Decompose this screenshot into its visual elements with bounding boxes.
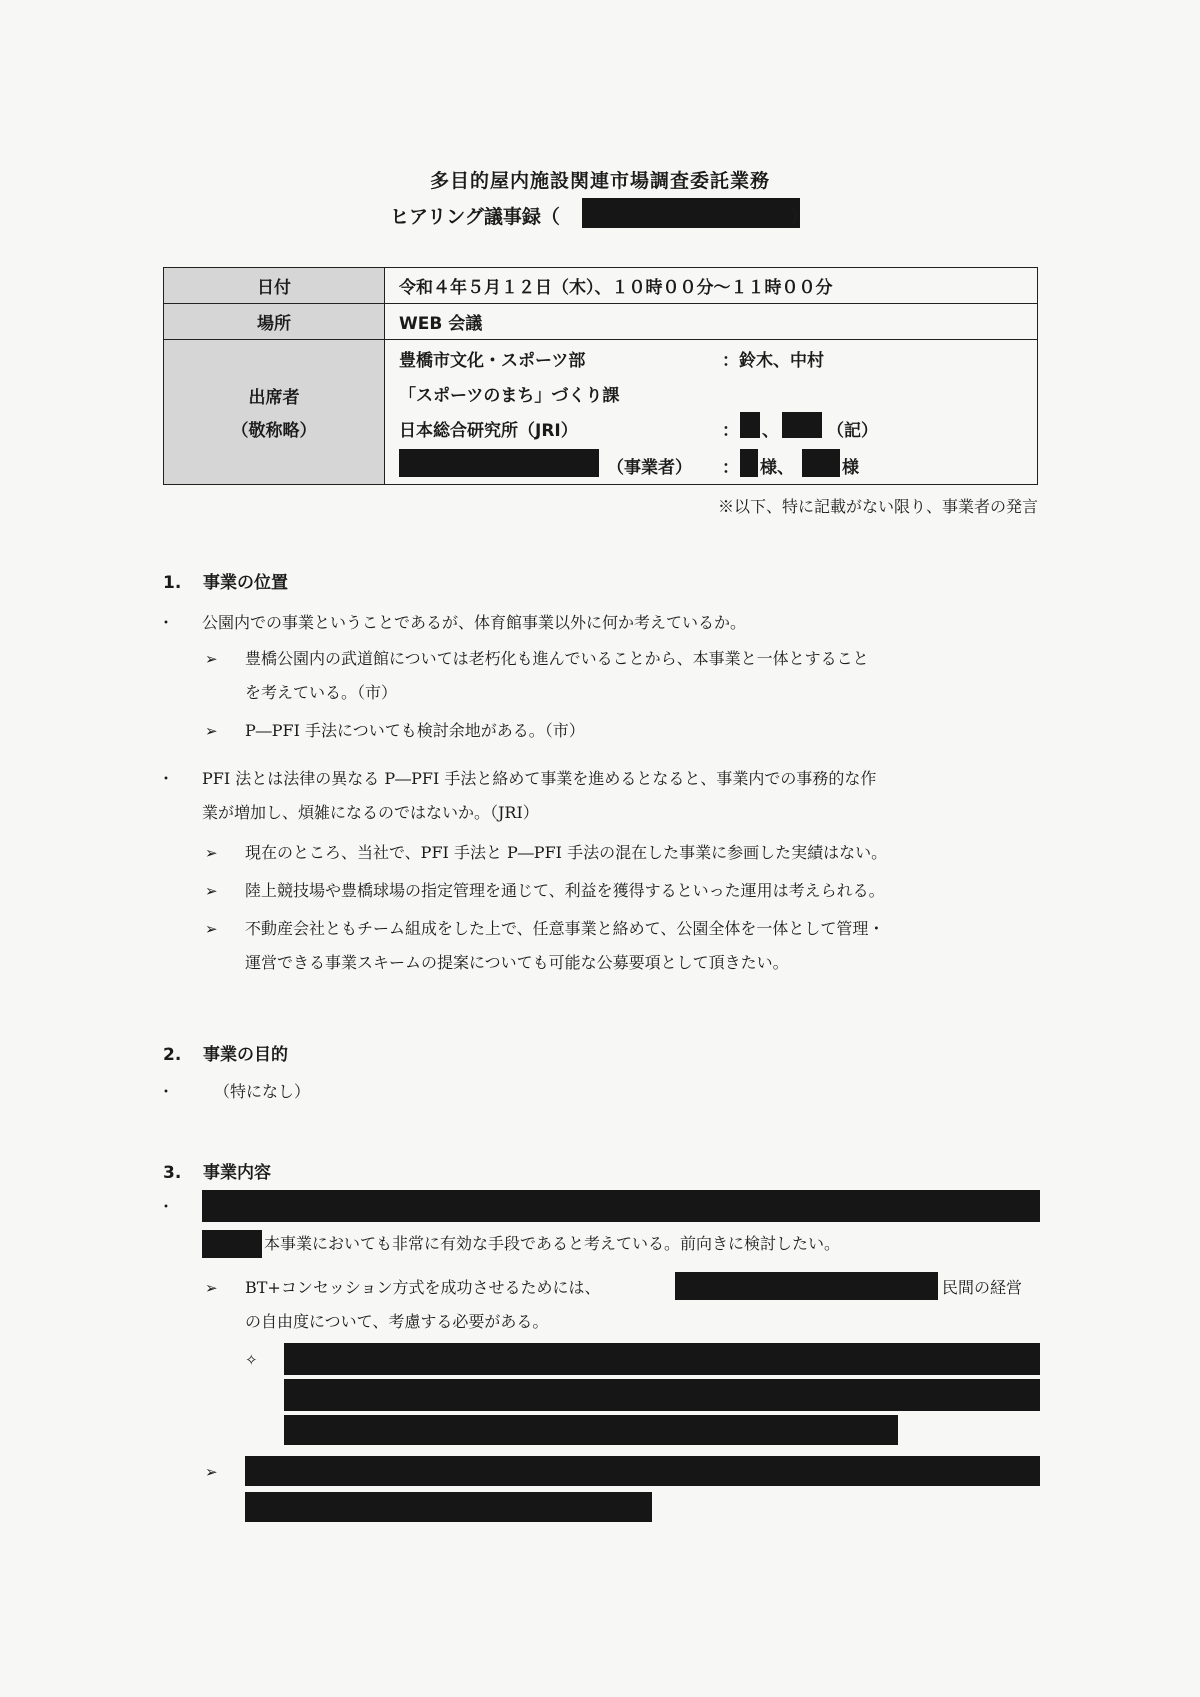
arrow-bullet-icon: ➢ <box>205 722 218 740</box>
section-2-heading <box>163 1040 288 1065</box>
redacted-line <box>202 1190 1040 1222</box>
redacted-jri-name-1 <box>740 412 760 438</box>
s1-answer-3: 現在のところ、当社で、PFI 手法と P―PFI 手法の混在した事業に参画した実績はない。 <box>245 843 888 862</box>
s1-answer-5-line1: 不動産会社ともチーム組成をした上で、任意事業と絡めて、公園全体を一体として管理・ <box>245 919 885 938</box>
arrow-bullet-icon: ➢ <box>205 1463 218 1481</box>
s2-bullet-1: （特になし） <box>214 1082 311 1101</box>
attendee-org-city-section: 「スポーツのまち」づくり課 <box>399 386 620 406</box>
place-row <box>164 304 1038 340</box>
date-label: 日付 <box>164 268 385 304</box>
arrow-bullet-icon: ➢ <box>205 920 218 938</box>
meeting-info-table <box>163 267 1038 485</box>
s3-answer-1-line2: の自由度について、考慮する必要がある。 <box>245 1312 549 1331</box>
s1-answer-5-line2: 運営できる事業スキームの提案についても可能な公募要項として頂きたい。 <box>245 953 789 972</box>
s3-answer-1-suffix: 民間の経営 <box>942 1278 1023 1297</box>
date-value: 令和４年５月１２日（木）、１０時００分～１１時００分 <box>385 268 1038 304</box>
arrow-bullet-icon: ➢ <box>205 882 218 900</box>
attendee-names-jri-colon: ： <box>722 421 739 441</box>
date-row <box>164 268 1038 304</box>
s1-answer-2: P―PFI 手法についても検討余地がある。（市） <box>245 721 585 740</box>
redacted-operator-name-1 <box>740 449 758 477</box>
s1-bullet-2-line2: 業が増加し、煩雑になるのではないか。（JRI） <box>202 803 539 822</box>
s3-bullet-1-line2: 本事業においても非常に有効な手段であると考えている。前向きに検討したい。 <box>264 1234 841 1253</box>
bullet-mark: ・ <box>158 1197 175 1216</box>
minutes-title-close: ） <box>790 206 810 228</box>
redacted-line <box>245 1492 652 1522</box>
attendee-names-operator-sep: 様、 <box>760 458 794 478</box>
redacted-line <box>284 1415 898 1445</box>
attendee-org-jri: 日本総合研究所（JRI） <box>399 421 578 441</box>
s3-answer-1-prefix: BT+コンセッション方式を成功させるためには、 <box>245 1278 601 1297</box>
redacted-jri-name-2 <box>782 412 822 438</box>
bullet-mark: ・ <box>158 613 175 632</box>
arrow-bullet-icon: ➢ <box>205 844 218 862</box>
attendee-org-operator-suffix: （事業者） <box>607 458 692 478</box>
speaker-note: ※以下、特に記載がない限り、事業者の発言 <box>717 497 1038 516</box>
attendee-org-city: 豊橋市文化・スポーツ部 <box>399 351 586 371</box>
section-1-number: 1. <box>163 573 182 593</box>
attendees-label-line1: 出席者 <box>248 388 300 408</box>
s1-bullet-1: 公園内での事業ということであるが、体育館事業以外に何か考えているか。 <box>202 613 747 632</box>
attendee-names-city: ：鈴木、中村 <box>722 351 824 371</box>
s1-bullet-2-line1: PFI 法とは法律の異なる P―PFI 手法と絡めて事業を進めるとなると、事業内での事務的な作 <box>202 769 877 788</box>
redacted-line <box>284 1379 1040 1411</box>
s1-answer-4: 陸上競技場や豊橋球場の指定管理を通じて、利益を獲得するといった運用は考えられる。 <box>245 881 885 900</box>
attendees-label-line2: （敬称略） <box>231 421 317 441</box>
place-label: 場所 <box>164 304 385 340</box>
section-3-heading <box>163 1158 271 1183</box>
arrow-bullet-icon: ➢ <box>205 1279 218 1297</box>
section-3-number: 3. <box>163 1163 182 1183</box>
attendees-row <box>164 340 1038 485</box>
arrow-bullet-icon: ➢ <box>205 650 218 668</box>
attendees-value <box>385 340 1038 485</box>
attendee-names-jri-recorder: （記） <box>827 421 878 441</box>
attendee-names-jri-sep: 、 <box>762 421 779 441</box>
section-2-number: 2. <box>163 1045 182 1065</box>
section-1-heading <box>163 568 288 593</box>
redacted-line <box>284 1343 1040 1375</box>
redacted-operator-name-2 <box>802 449 840 477</box>
redacted-fragment <box>202 1230 262 1258</box>
s1-answer-1-line1: 豊橋公園内の武道館については老朽化も進んでいることから、本事業と一体とすること <box>245 649 869 668</box>
s1-answer-1-line2: を考えている。（市） <box>245 683 398 702</box>
attendee-names-operator-colon: ： <box>722 458 739 478</box>
redacted-company-name <box>582 198 800 228</box>
minutes-title: ヒアリング議事録（ <box>390 206 560 228</box>
redacted-fragment <box>675 1272 938 1300</box>
attendee-names-operator-suffix: 様 <box>842 458 859 478</box>
place-value: WEB 会議 <box>385 304 1038 340</box>
section-3-title: 事業内容 <box>203 1163 271 1183</box>
section-2-title: 事業の目的 <box>203 1045 288 1065</box>
diamond-bullet-icon: ✧ <box>245 1351 258 1369</box>
attendees-label <box>164 340 385 485</box>
redacted-line <box>245 1456 1040 1486</box>
document-title: 多目的屋内施設関連市場調査委託業務 <box>429 170 770 192</box>
redacted-operator-company <box>399 449 599 477</box>
bullet-mark: ・ <box>158 1082 175 1101</box>
section-1-title: 事業の位置 <box>203 573 288 593</box>
bullet-mark: ・ <box>158 769 175 788</box>
